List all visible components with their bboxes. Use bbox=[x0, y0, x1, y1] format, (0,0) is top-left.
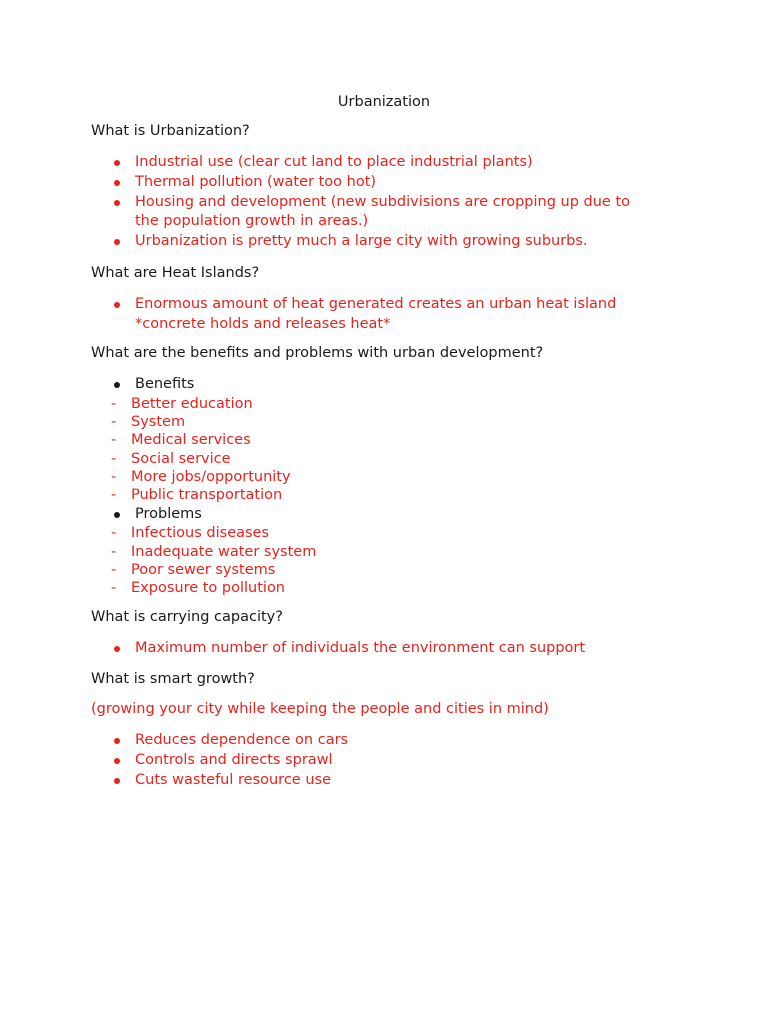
list-item: - Infectious diseases bbox=[109, 524, 709, 542]
problems-list bbox=[109, 524, 709, 597]
list-item-line: Housing and development (new subdivisions are cropping up due to bbox=[135, 193, 631, 210]
smart-growth-note: (growing your city while keeping the people and cities in mind) bbox=[91, 701, 549, 717]
list-item: - Better education bbox=[109, 395, 709, 413]
list-item: - Medical services bbox=[109, 431, 709, 449]
list-item-line: Enormous amount of heat generated creates an urban heat island bbox=[135, 296, 617, 312]
document-title: Urbanization bbox=[337, 94, 431, 110]
list-item bbox=[109, 295, 709, 335]
list-item: - Public transportation bbox=[109, 486, 709, 504]
benefits-problems-list bbox=[109, 375, 709, 598]
heat-islands-list bbox=[109, 295, 709, 335]
list-item: Maximum number of individuals the environment can support bbox=[109, 639, 709, 659]
list-item: - Inadequate water system bbox=[109, 543, 709, 561]
benefits-list bbox=[109, 395, 709, 505]
question-smart-growth: What is smart growth? bbox=[91, 671, 255, 687]
list-item-line: the population growth in areas.) bbox=[135, 213, 369, 230]
list-item: Industrial use (clear cut land to place industrial plants) bbox=[109, 153, 709, 173]
question-carrying-capacity: What is carrying capacity? bbox=[91, 609, 283, 625]
group-label: Benefits bbox=[135, 376, 195, 392]
list-item: Controls and directs sprawl bbox=[109, 751, 709, 771]
carrying-capacity-list bbox=[109, 639, 709, 659]
list-item: - More jobs/opportunity bbox=[109, 468, 709, 486]
list-item: - Social service bbox=[109, 450, 709, 468]
list-item: - Poor sewer systems bbox=[109, 561, 709, 579]
urbanization-list bbox=[109, 153, 709, 252]
smart-growth-list bbox=[109, 731, 709, 790]
question-urbanization: What is Urbanization? bbox=[91, 123, 250, 139]
benefits-group bbox=[109, 375, 709, 505]
group-label: Problems bbox=[135, 505, 202, 522]
question-benefits-problems: What are the benefits and problems with urban development? bbox=[91, 345, 544, 361]
list-item-line: *concrete holds and releases heat* bbox=[135, 315, 391, 332]
list-item: - System bbox=[109, 413, 709, 431]
list-item: Reduces dependence on cars bbox=[109, 731, 709, 751]
problems-group bbox=[109, 505, 709, 598]
list-item bbox=[109, 193, 709, 233]
list-item: Cuts wasteful resource use bbox=[109, 771, 709, 791]
list-item: - Exposure to pollution bbox=[109, 579, 709, 597]
list-item: Urbanization is pretty much a large city with growing suburbs. bbox=[109, 232, 709, 252]
list-item: Thermal pollution (water too hot) bbox=[109, 173, 709, 193]
question-heat-islands: What are Heat Islands? bbox=[91, 265, 260, 281]
